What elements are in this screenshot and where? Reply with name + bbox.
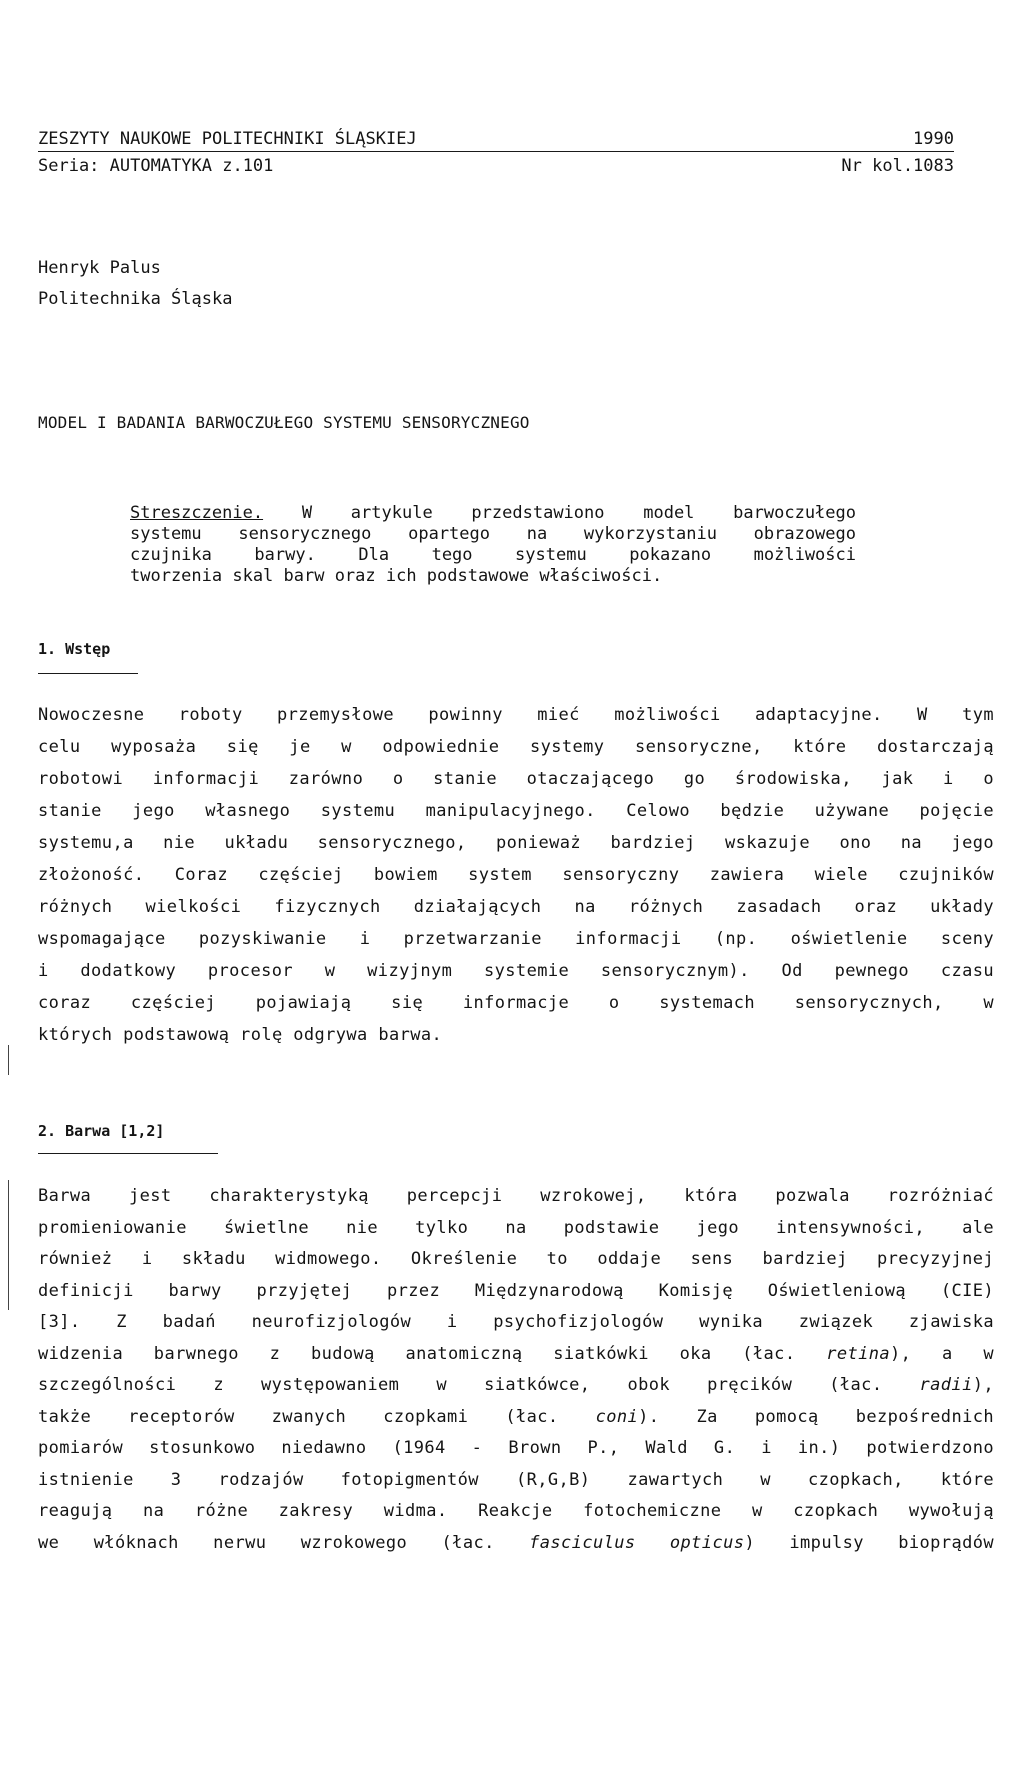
section-2-line: szczególności z występowaniem w siatkówce, obok pręcików (łac. radii), bbox=[38, 1375, 994, 1395]
scan-margin-mark bbox=[8, 1045, 9, 1075]
issue-number: Nr kol.1083 bbox=[841, 156, 954, 176]
section-1-line: złożoność. Coraz częściej bowiem system sensoryczny zawiera wiele czujników bbox=[38, 865, 994, 885]
section-2-line: widzenia barwnego z budową anatomiczną siatkówki oka (łac. retina), a w bbox=[38, 1343, 994, 1364]
author-name: Henryk Palus bbox=[38, 258, 161, 278]
section-1-line: i dodatkowy procesor w wizyjnym systemie sensorycznym). Od pewnego czasu bbox=[38, 961, 994, 981]
abstract-line-1: Streszczenie. W artykule przedstawiono model barwoczułego bbox=[130, 503, 856, 523]
section-2-line: reagują na różne zakresy widma. Reakcje fotochemiczne w czopkach wywołują bbox=[38, 1501, 994, 1521]
author-affiliation: Politechnika Śląska bbox=[38, 289, 233, 309]
abstract-line-2: systemu sensorycznego opartego na wykorzystaniu obrazowego bbox=[130, 524, 856, 544]
section-2-line: definicji barwy przyjętej przez Międzynarodową Komisję Oświetleniową (CIE) bbox=[38, 1280, 994, 1301]
latin-term: radii bbox=[919, 1375, 973, 1395]
section-2-line: we włóknach nerwu wzrokowego (łac. fasciculus opticus) impulsy bioprądów bbox=[38, 1532, 994, 1553]
scan-margin-mark bbox=[8, 1180, 9, 1310]
section-2-line: promieniowanie świetlne nie tylko na podstawie jego intensywności, ale bbox=[38, 1217, 994, 1238]
section-1-line: stanie jego własnego systemu manipulacyjnego. Celowo będzie używane pojęcie bbox=[38, 801, 994, 821]
section-1-line: celu wyposaża się je w odpowiednie systemy sensoryczne, które dostarczają bbox=[38, 737, 994, 757]
section-1-line: których podstawową rolę odgrywa barwa. bbox=[38, 1025, 443, 1045]
section-1-line: wspomagające pozyskiwanie i przetwarzanie informacji (np. oświetlenie sceny bbox=[38, 929, 994, 949]
section-1-line: robotowi informacji zarówno o stanie otaczającego go środowiska, jak i o bbox=[38, 769, 994, 789]
section-1-line: systemu,a nie układu sensorycznego, ponieważ bardziej wskazuje ono na jego bbox=[38, 833, 994, 853]
section-2-line: istnienie 3 rodzajów fotopigmentów (R,G,B) zawartych w czopkach, które bbox=[38, 1469, 994, 1490]
abstract-line-3: czujnika barwy. Dla tego systemu pokazano możliwości bbox=[130, 545, 856, 565]
section-2-line: [3]. Z badań neurofizjologów i psychofizjologów wynika związek zjawiska bbox=[38, 1312, 994, 1332]
latin-term: fasciculus opticus bbox=[529, 1532, 745, 1553]
section-1-heading-rule bbox=[38, 673, 138, 674]
header-rule bbox=[38, 151, 954, 152]
journal-name: ZESZYTY NAUKOWE POLITECHNIKI ŚLĄSKIEJ bbox=[38, 129, 417, 149]
series-label: Seria: AUTOMATYKA z.101 bbox=[38, 156, 274, 176]
section-2-line: także receptorów zwanych czopkami (łac. coni). Za pomocą bezpośrednich bbox=[38, 1406, 994, 1427]
section-1-heading: 1. Wstęp bbox=[38, 640, 111, 658]
abstract-label: Streszczenie. bbox=[130, 503, 264, 523]
journal-year: 1990 bbox=[913, 129, 954, 149]
section-2-line: również i składu widmowego. Określenie to oddaje sens bardziej precyzyjnej bbox=[38, 1249, 994, 1269]
section-1-line: coraz częściej pojawiają się informacje o systemach sensorycznych, w bbox=[38, 993, 994, 1013]
section-2-heading-rule bbox=[38, 1153, 218, 1154]
section-2-line: pomiarów stosunkowo niedawno (1964 - Brown P., Wald G. i in.) potwierdzono bbox=[38, 1438, 994, 1458]
latin-term: coni bbox=[595, 1406, 639, 1427]
section-2-heading: 2. Barwa [1,2] bbox=[38, 1122, 165, 1140]
section-1-line: różnych wielkości fizycznych działających na różnych zasadach oraz układy bbox=[38, 897, 994, 917]
section-2-line: Barwa jest charakterystyką percepcji wzrokowej, która pozwala rozróżniać bbox=[38, 1186, 994, 1206]
section-1-line: Nowoczesne roboty przemysłowe powinny mieć możliwości adaptacyjne. W tym bbox=[38, 705, 994, 725]
abstract-line-4: tworzenia skal barw oraz ich podstawowe właściwości. bbox=[130, 566, 663, 586]
latin-term: retina bbox=[826, 1343, 890, 1364]
paper-title: MODEL I BADANIA BARWOCZUŁEGO SYSTEMU SENSORYCZNEGO bbox=[38, 413, 530, 432]
